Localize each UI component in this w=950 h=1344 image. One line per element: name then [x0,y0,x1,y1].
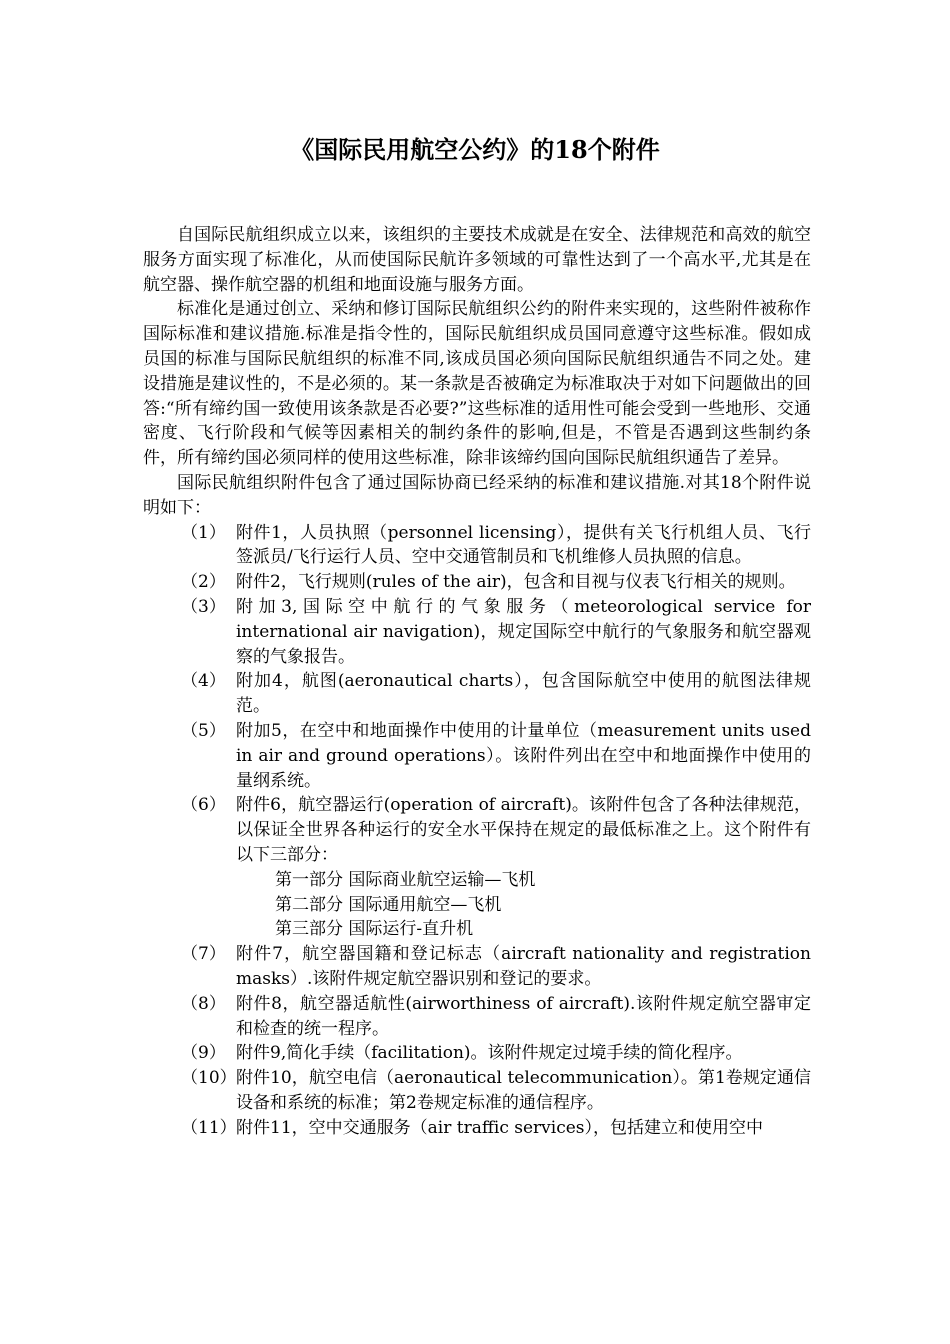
annex-item [143,669,811,719]
annex-number: （5） [181,720,226,741]
paragraph-annex-overview: 国际民航组织附件包含了通过国际协商已经采纳的标准和建议措施.对其18个附件说明如下： [143,472,811,518]
annex-number: （10） [181,1068,237,1089]
annex-number: （6） [181,795,226,816]
annex-text: 附加4，航图(aeronautical charts），包含国际航空中使用的航图法律规范。 [236,671,811,717]
annex-text: 附加3,国际空中航行的气象服务（meteorological service for international air navigation)，规定国际空中航行的气象服务和航空器观察的气象报告。 [236,596,811,667]
annex-item [143,793,811,867]
annex-text: 附件11，空中交通服务（air traffic services），包括建立和使用空中 [236,1117,764,1138]
annex-item [143,992,811,1042]
annex-number: （11） [181,1117,237,1138]
annex-text: 附加5，在空中和地面操作中使用的计量单位（measurement units used in air and ground operations）。该附件列出在空中和地面操作中使用的量纲系统。 [236,720,811,791]
annex-item [143,1066,811,1116]
annex-item [143,719,811,793]
annex-item [143,570,811,595]
annex-text: 附件6，航空器运行(operation of aircraft)。该附件包含了各种法律规范，以保证全世界各种运行的安全水平保持在规定的最低标准之上。这个附件有以下三部分： [236,795,811,865]
annex-6-part-3: 第三部分 国际运行-直升机 [275,919,474,940]
annex-6-part-2: 第二部分 国际通用航空—飞机 [275,894,502,915]
annex-text: 附件9,简化手续（facilitation)。该附件规定过境手续的简化程序。 [236,1043,743,1064]
paragraph-standardization: 标准化是通过创立、采纳和修订国际民航组织公约的附件来实现的，这些附件被称作国际标准和建议措施.标准是指令性的，国际民航组织成员国同意遵守这些标准。假如成员国的标准与国际民航组织的标准不同,该成员国必须向国际民航组织通告不同之处。建设措施是建议性的，不是必须的。某一条款是否被确定为标准取决于对如下问题做出的回答:“所有缔约国一致使用该条款是否必要?”这些标准的适用性可能会受到一些地形、交通密度、飞行阶段和气候等因素相关的制约条件的影响,但是，不管是否遇到这些制约条件，所有缔约国必须同样的使用这些标准，除非该缔约国向国际民航组织通告了差异。 [143,299,811,469]
annex-item [143,521,811,571]
annex-number: （4） [181,671,226,692]
annex-number: （2） [181,572,226,593]
annex-number: （3） [181,596,226,617]
annex-text: 附件10，航空电信（aeronautical telecommunication）。第1卷规定通信设备和系统的标准；第2卷规定标准的通信程序。 [236,1068,811,1113]
page-title: 《国际民用航空公约》的18个附件 [290,135,660,164]
annex-text: 附件2，飞行规则(rules of the air)，包含和目视与仪表飞行相关的规则。 [236,572,796,593]
document-body [143,223,811,1140]
annex-number: （9） [181,1043,226,1064]
annex-item [143,595,811,669]
annex-item [143,942,811,992]
annex-number: （1） [181,522,226,543]
annex-item [143,1116,811,1141]
annex-list [143,521,811,1141]
annex-number: （8） [181,993,226,1014]
annex-text: 附件8，航空器适航性(airworthiness of aircraft).该附件规定航空器审定和检查的统一程序。 [236,993,811,1039]
annex-text: 附件7，航空器国籍和登记标志（aircraft nationality and registration masks）.该附件规定航空器识别和登记的要求。 [236,944,811,989]
annex-number: （7） [181,944,226,965]
annex-item [143,1041,811,1066]
annex-text: 附件1，人员执照（personnel licensing），提供有关飞行机组人员、飞行签派员/飞行运行人员、空中交通管制员和飞机维修人员执照的信息。 [236,522,811,568]
paragraph-intro: 自国际民航组织成立以来，该组织的主要技术成就是在安全、法律规范和高效的航空服务方面实现了标准化，从而使国际民航许多领域的可靠性达到了一个高水平,尤其是在航空器、操作航空器的机组和地面设施与服务方面。 [143,225,811,295]
annex-6-part-1: 第一部分 国际商业航空运输—飞机 [275,869,536,890]
